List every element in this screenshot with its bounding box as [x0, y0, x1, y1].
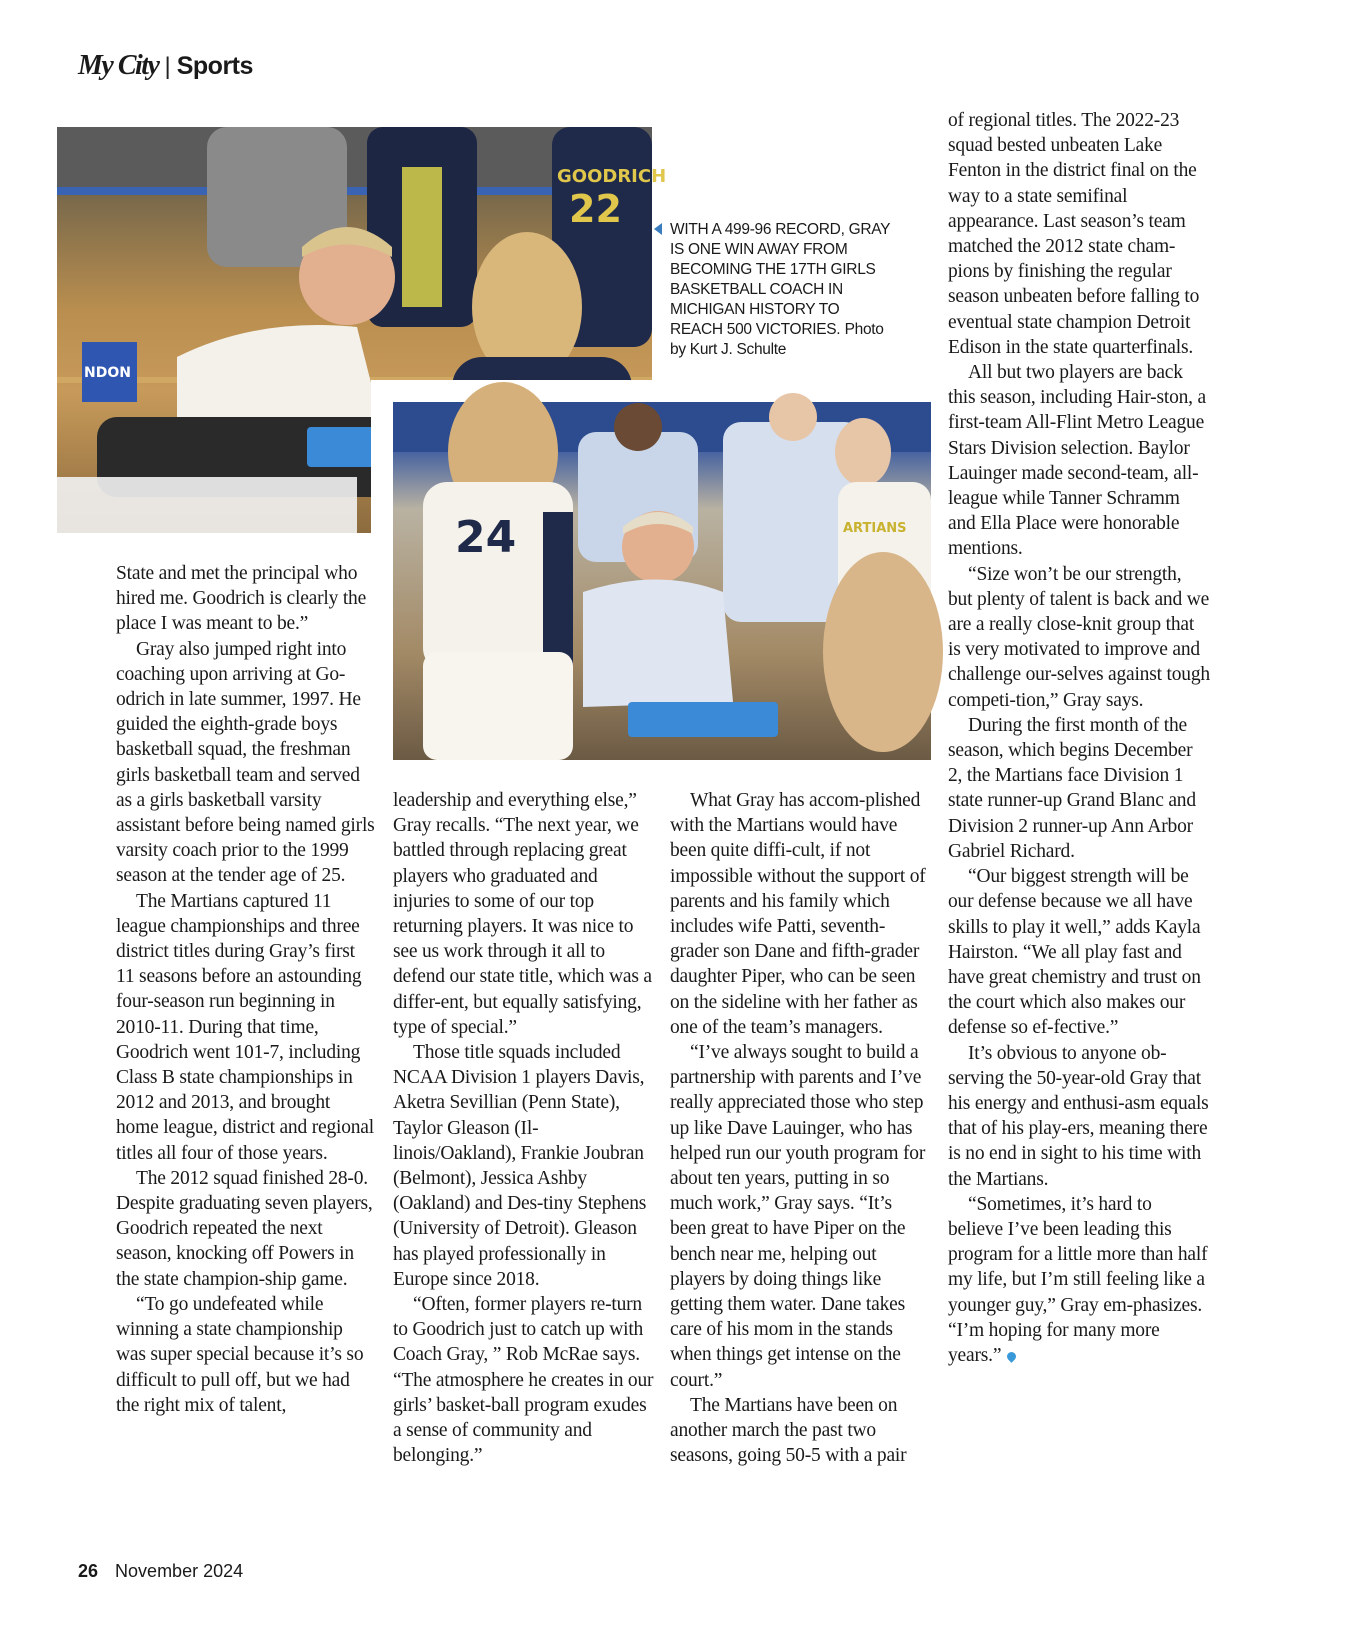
svg-text:24: 24	[455, 512, 517, 563]
paragraph: “I’ve always sought to build a partnership with parents and I’ve really appreciated those who step up like Dave Lauinger, who has helped run our youth program for about ten years, putting in so much work,” Gray says. “It’s been great to have Piper on the bench near me, helping out players by doing things like getting them water. Dane takes care of his mom in the stands when things get intense on the court.”	[670, 1042, 926, 1391]
svg-text:22: 22	[569, 187, 622, 231]
paragraph: State and met the principal who hired me. Goodrich is clearly the place I was meant to be.”	[116, 563, 367, 635]
paragraph: Those title squads included NCAA Division 1 players Davis, Aketra Sevillian (Penn State), Taylor Gleason (Il-linois/Oakland), Frankie Joubran (Belmont), Jessica Ashby (Oakland) and Des-tiny Stephens (University of Detroit). Gleason has played professionally in Europe since 2018.	[393, 1042, 647, 1290]
paragraph: The 2012 squad finished 28-0. Despite graduating seven players, Goodrich repeated the next season, knocking off Powers in the state champion-ship game.	[116, 1167, 373, 1290]
paragraph: “Our biggest strength will be our defense because we all have skills to play it well,” adds Kayla Hairston. “We all play fast and have great chemistry and trust on the court which also makes our defense so ef-fective.”	[948, 866, 1201, 1039]
end-mark-icon	[1005, 1350, 1018, 1363]
paragraph: Gray also jumped right into coaching upon arriving at Go-odrich in late summer, 1997. He guided the eighth-grade boys basketball squad, the freshman girls basketball team and served as a girls basketball varsity assistant before being named girls varsity coach prior to the 1999 season at the tender age of 25.	[116, 638, 375, 887]
paragraph: It’s obvious to anyone ob-serving the 50-year-old Gray that his energy and enthusi-asm equals that of his play-ers, meaning there is no end in sight to his time with the Martians.	[948, 1042, 1209, 1190]
article-column-2	[393, 788, 655, 1468]
photo-credit: Photo by Kurt J. Schulte	[670, 321, 884, 358]
svg-text:GOODRICH: GOODRICH	[557, 166, 667, 187]
paragraph: The Martians captured 11 league championships and three district titles during Gray’s first 11 seasons before an astounding four-season run beginning in 2010-11. During that time, Goodrich went 101-7, including Class B state championships in 2012 and 2013, and brought home league, district and regional titles all four of those years.	[116, 890, 374, 1164]
paragraph: of regional titles. The 2022-23 squad bested unbeaten Lake Fenton in the district final on the way to a state semifinal appearance. Last season’s team matched the 2012 state cham-pions by finishing the regular season unbeaten before falling to eventual state champion Detroit Edison in the state quarterfinals.	[948, 110, 1200, 358]
photo-team-timeout	[393, 402, 931, 760]
svg-text:NDON: NDON	[84, 365, 131, 381]
paragraph: All but two players are back this season, including Hair-ston, a first-team All-Flint Metro League Stars Division selection. Baylor Lauinger made second-team, all-league while Tanner Schramm and Ella Place were honorable mentions.	[948, 362, 1206, 560]
caption-pointer-icon	[654, 223, 662, 235]
paragraph: “To go undefeated while winning a state championship was super special because it’s so difficult to pull off, but we had the right mix of talent,	[116, 1293, 364, 1416]
caption-text: WITH A 499-96 RECORD, GRAY IS ONE WIN AWAY FROM BECOMING THE 17TH GIRLS BASKETBALL COACH IN MICHIGAN HISTORY TO REACH 500 VICTORIES.	[670, 221, 890, 338]
page-number: 26	[78, 1561, 99, 1581]
paragraph-text: “Sometimes, it’s hard to believe I’ve been leading this program for a little more than half my life, but I’m still feeling like a younger guy,” Gray em-phasizes. “I’m hoping for many more years.”	[948, 1193, 1208, 1366]
photo-caption	[670, 220, 895, 360]
page-header	[78, 50, 253, 86]
paragraph: During the first month of the season, which begins December 2, the Martians face Division 1 state runner-up Grand Blanc and Division 2 runner-up Ann Arbor Gabriel Richard.	[948, 714, 1196, 862]
page-footer	[78, 1561, 243, 1582]
brand-logo: My City	[78, 50, 159, 81]
article-column-3	[670, 788, 932, 1468]
paragraph: The Martians have been on another march the past two seasons, going 50-5 with a pair	[670, 1394, 907, 1467]
paragraph: “Often, former players re-turn to Goodrich just to catch up with Coach Gray, ” Rob McRae says. “The atmosphere he creates in our girls’ basket-ball program exudes a sense of community and belonging.”	[393, 1294, 654, 1467]
paragraph: What Gray has accom-plished with the Martians would have been quite diffi-cult, if not impossible without the support of parents and his family which includes wife Patti, seventh-grader son Dane and fifth-grader daughter Piper, who can be seen on the sideline with her father as one of the team’s managers.	[670, 790, 926, 1038]
paragraph: leadership and everything else,” Gray recalls. “The next year, we battled through replacing great players who graduated and injuries to some of our top returning players. It was nice to see us work through it all to defend our state title, which was a differ-ent, but equally satisfying, type of special.”	[393, 790, 652, 1038]
article-column-4	[948, 108, 1210, 1368]
article-column-1	[116, 561, 376, 1418]
header-separator: |	[164, 53, 171, 80]
paragraph: “Size won’t be our strength, but plenty of talent is back and we are a really close-knit group that is very motivated to improve and challenge our-selves against tough competi-tion,” Gray says.	[948, 563, 1210, 711]
svg-text:ARTIANS: ARTIANS	[843, 521, 907, 536]
section-title: Sports	[176, 52, 253, 80]
issue-date: November 2024	[115, 1561, 244, 1581]
last-paragraph	[948, 1192, 1210, 1368]
photo-team-timeout-art	[393, 402, 931, 760]
